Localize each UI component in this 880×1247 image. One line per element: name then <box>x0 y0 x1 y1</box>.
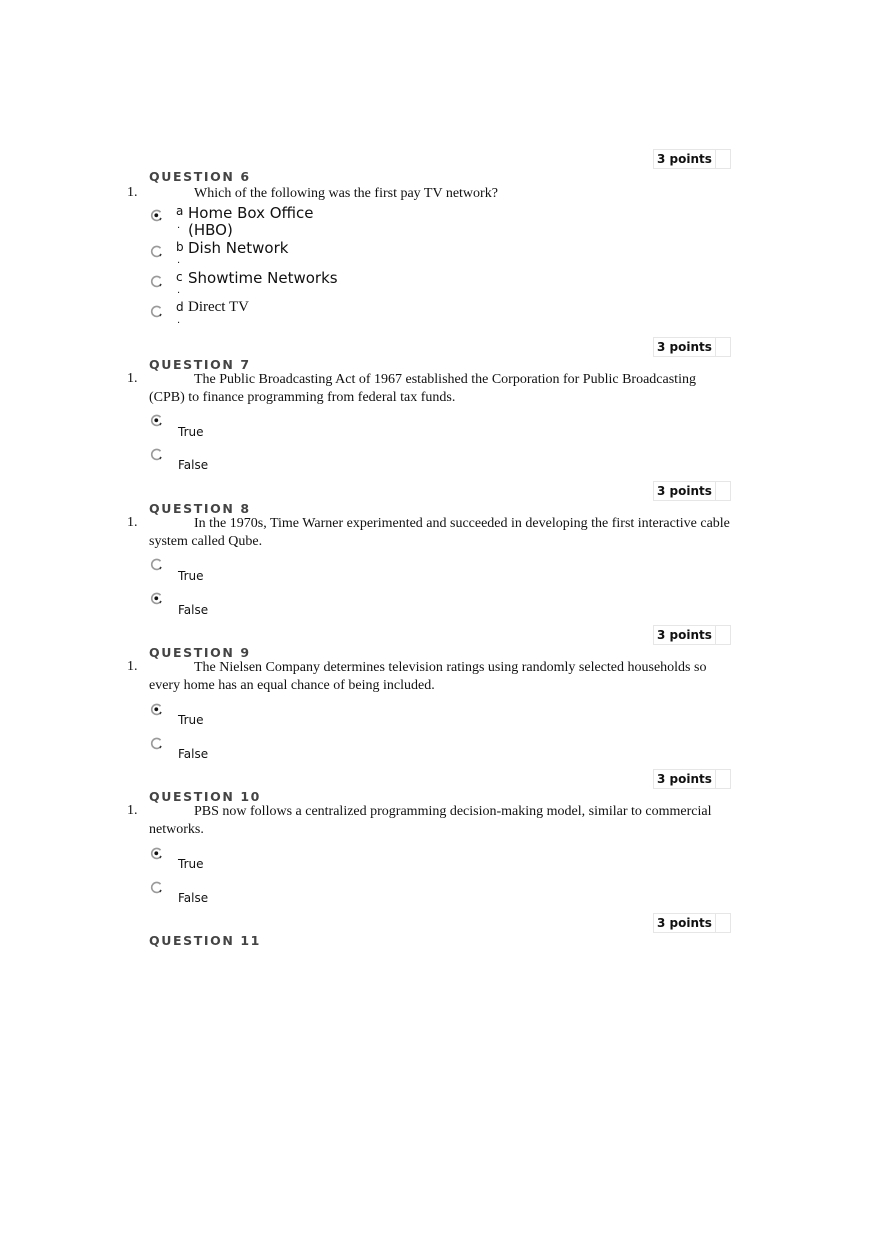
radio-true[interactable] <box>150 558 162 570</box>
points-badge: 3 points <box>653 625 731 645</box>
question-title: QUESTION 7 <box>149 357 251 372</box>
item-number: 1. <box>127 371 138 386</box>
option-label-true: True <box>178 713 204 727</box>
radio-true[interactable] <box>150 703 162 715</box>
question-text: The Public Broadcasting Act of 1967 established the Corporation for Public Broadcasting (CPB) to finance programming from federal tax funds. <box>149 372 696 405</box>
question-text: Which of the following was the first pay TV network? <box>194 186 498 201</box>
option-dot: . <box>177 255 181 266</box>
question-title: QUESTION 10 <box>149 789 261 804</box>
item-number: 1. <box>127 515 138 530</box>
radio-false[interactable] <box>150 448 162 460</box>
points-badge: 3 points <box>653 913 731 933</box>
option-label-false: False <box>178 891 209 905</box>
question-title: QUESTION 8 <box>149 501 251 516</box>
item-number: 1. <box>127 659 138 674</box>
radio-option-a[interactable] <box>150 209 162 221</box>
radio-false[interactable] <box>150 592 162 604</box>
question-title: QUESTION 9 <box>149 645 251 660</box>
option-letter: d <box>176 300 184 314</box>
option-dot: . <box>177 220 181 231</box>
item-number: 1. <box>127 803 138 818</box>
question-text: The Nielsen Company determines television ratings using randomly selected households so every home has an equal chance of being included. <box>149 660 707 693</box>
radio-false[interactable] <box>150 737 162 749</box>
option-label-true: True <box>178 425 204 439</box>
question-title: QUESTION 11 <box>149 933 261 948</box>
option-label-false: False <box>178 747 209 761</box>
question-text: In the 1970s, Time Warner experimented and succeeded in developing the first interactive cable system called Qube. <box>149 516 730 549</box>
radio-option-d[interactable] <box>150 305 162 317</box>
option-label: Home Box Office (HBO) <box>188 204 314 239</box>
option-label-false: False <box>178 603 209 617</box>
item-number: 1. <box>127 185 138 200</box>
question-title: QUESTION 6 <box>149 169 251 184</box>
option-label: Direct TV <box>188 299 249 315</box>
option-letter: b <box>176 240 184 254</box>
points-badge: 3 points <box>653 337 731 357</box>
option-letter: c <box>176 270 183 284</box>
option-label-false: False <box>178 458 209 472</box>
radio-true[interactable] <box>150 414 162 426</box>
option-label-true: True <box>178 569 204 583</box>
option-dot: . <box>177 285 181 296</box>
option-letter: a <box>176 204 184 218</box>
radio-option-b[interactable] <box>150 245 162 257</box>
radio-true[interactable] <box>150 847 162 859</box>
points-badge: 3 points <box>653 149 731 169</box>
option-label: Dish Network <box>188 239 289 257</box>
radio-option-c[interactable] <box>150 275 162 287</box>
points-badge: 3 points <box>653 481 731 501</box>
question-text: PBS now follows a centralized programming decision-making model, similar to commercial networks. <box>149 804 712 837</box>
points-badge: 3 points <box>653 769 731 789</box>
option-label: Showtime Networks <box>188 269 338 287</box>
option-label-true: True <box>178 857 204 871</box>
radio-false[interactable] <box>150 881 162 893</box>
option-dot: . <box>177 315 181 326</box>
